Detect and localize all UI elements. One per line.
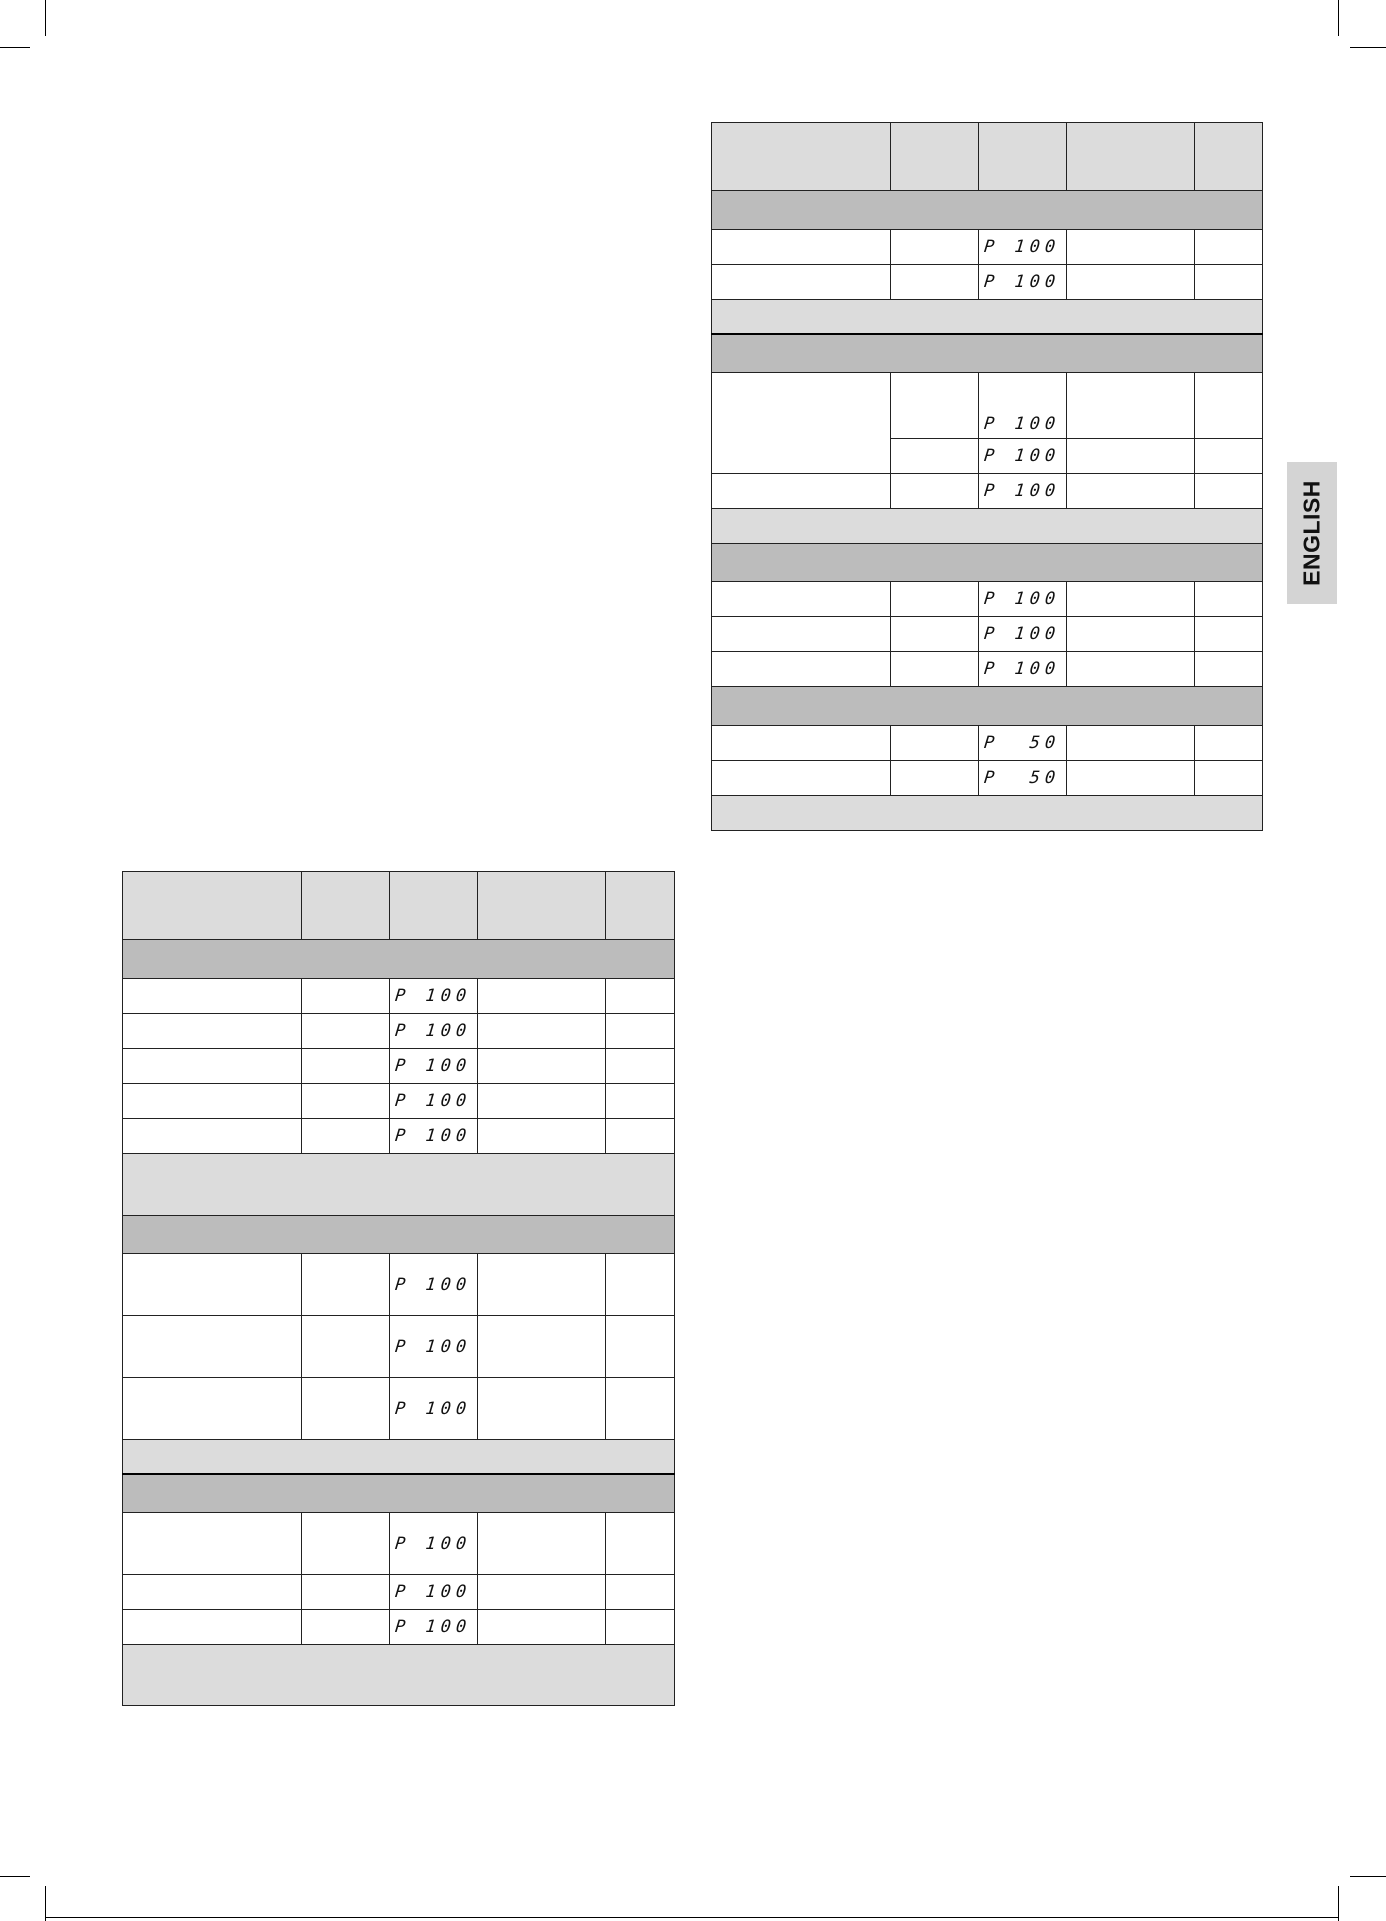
table-header-row bbox=[123, 872, 675, 940]
crop-mark bbox=[0, 1876, 30, 1877]
power-level-display: P 100 bbox=[394, 1617, 473, 1637]
table-row bbox=[712, 761, 1263, 796]
table-row bbox=[123, 1610, 675, 1645]
crop-mark bbox=[1338, 0, 1339, 36]
table-row bbox=[123, 1254, 675, 1316]
language-tab bbox=[1287, 462, 1337, 604]
table-row bbox=[712, 265, 1263, 300]
table-row bbox=[123, 1119, 675, 1154]
power-level-display: P 100 bbox=[394, 986, 473, 1006]
power-level-display: P 100 bbox=[983, 272, 1062, 292]
power-level-display: P 100 bbox=[394, 1582, 473, 1602]
note-row bbox=[123, 1440, 675, 1474]
power-level-display: P 100 bbox=[394, 1398, 473, 1419]
table-row bbox=[712, 582, 1263, 617]
power-level-display: P 100 bbox=[394, 1021, 473, 1041]
power-level-display: P 100 bbox=[983, 589, 1062, 609]
crop-mark bbox=[1350, 1876, 1386, 1877]
section-row bbox=[123, 1216, 675, 1254]
power-level-display: P 50 bbox=[983, 768, 1062, 788]
section-row bbox=[123, 940, 675, 979]
power-level-display: P 100 bbox=[983, 237, 1062, 257]
table-row bbox=[712, 652, 1263, 687]
section-row bbox=[712, 334, 1263, 373]
table-row bbox=[712, 230, 1263, 265]
table-row bbox=[123, 1084, 675, 1119]
power-level-display: P 100 bbox=[394, 1126, 473, 1146]
table-row bbox=[123, 1049, 675, 1084]
note-row bbox=[123, 1154, 675, 1216]
power-level-display: P 100 bbox=[983, 446, 1062, 466]
crop-mark bbox=[1350, 47, 1386, 48]
table-row bbox=[123, 1014, 675, 1049]
table-row bbox=[123, 1513, 675, 1575]
note-row bbox=[123, 1645, 675, 1706]
power-level-display: P 100 bbox=[394, 1091, 473, 1111]
power-level-display: P 100 bbox=[983, 659, 1062, 679]
language-tab-label: ENGLISH bbox=[1298, 480, 1325, 586]
table-row bbox=[123, 1378, 675, 1440]
note-row bbox=[712, 796, 1263, 831]
section-row bbox=[712, 544, 1263, 582]
power-level-display: P 100 bbox=[394, 1274, 473, 1295]
crop-mark bbox=[45, 1886, 46, 1921]
power-level-display: P 100 bbox=[394, 1533, 473, 1554]
table-row bbox=[123, 1316, 675, 1378]
section-row bbox=[712, 191, 1263, 230]
power-level-display: P 100 bbox=[394, 1336, 473, 1357]
power-level-display: P 100 bbox=[983, 481, 1062, 501]
table-header-row bbox=[712, 123, 1263, 191]
section-row bbox=[712, 687, 1263, 726]
power-level-display: P 100 bbox=[983, 624, 1062, 644]
table-row bbox=[712, 474, 1263, 509]
cooking-table-top-right bbox=[711, 122, 1263, 831]
power-level-display: P 100 bbox=[394, 1056, 473, 1076]
cooking-table-bottom-left bbox=[122, 871, 675, 1706]
crop-mark bbox=[45, 0, 46, 36]
note-row bbox=[712, 509, 1263, 544]
table-row bbox=[712, 617, 1263, 652]
crop-mark bbox=[0, 47, 30, 48]
table-row bbox=[123, 1575, 675, 1610]
crop-mark bbox=[1338, 1886, 1339, 1921]
trim-line bbox=[45, 1917, 1338, 1918]
table-row bbox=[712, 373, 1263, 439]
power-level-display: P 50 bbox=[983, 733, 1062, 753]
section-row bbox=[123, 1474, 675, 1513]
power-level-display: P 100 bbox=[983, 414, 1062, 434]
table-row bbox=[712, 726, 1263, 761]
note-row bbox=[712, 300, 1263, 334]
table-row bbox=[123, 979, 675, 1014]
